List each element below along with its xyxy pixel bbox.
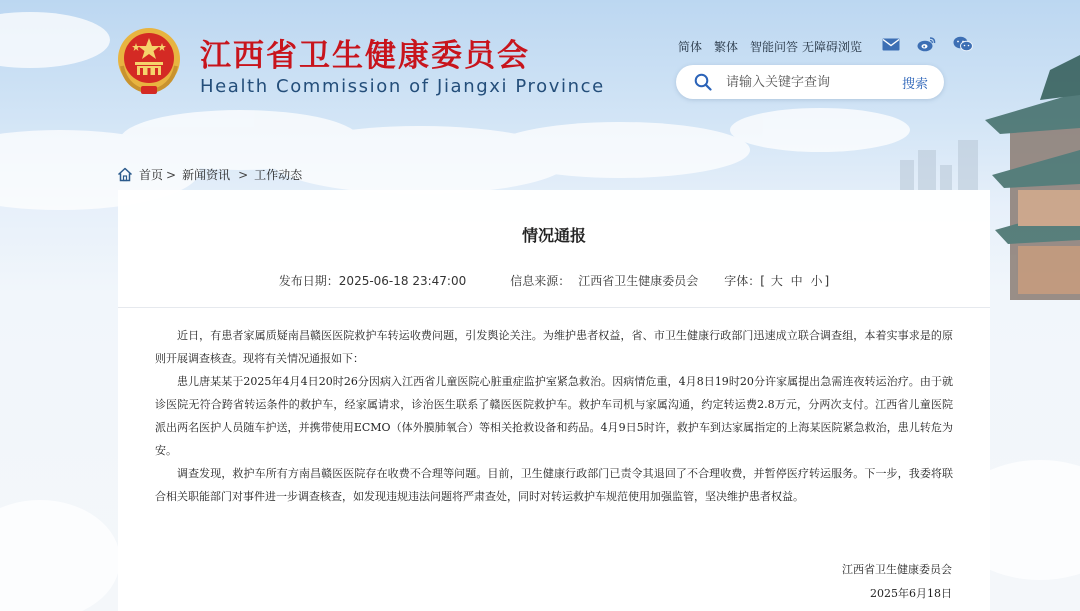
search-button[interactable]: 搜索	[901, 77, 928, 92]
link-traditional[interactable]: 繁体	[714, 40, 739, 54]
signature-date: 2025年6月18日	[870, 587, 952, 600]
link-accessibility[interactable]: 无障碍浏览	[802, 40, 863, 54]
breadcrumb-work-news[interactable]: 工作动态	[254, 168, 303, 182]
site-title: 江西省卫生健康委员会	[200, 38, 530, 74]
article-paragraph: 调查发现，救护车所有方南昌赣医医院存在收费不合理等问题。目前，卫生健康行政部门已责令其退回了不合理收费，并暂停医疗转运服务。下一步，我委将联合相关职能部门对事件进一步调查核查，如发现违规违法问题将严肃查处，同时对转运救护车规范使用加强监管，坚决维护患者权益。	[155, 467, 953, 503]
home-icon[interactable]	[117, 167, 133, 182]
font-size-large[interactable]: 大	[770, 274, 783, 288]
breadcrumb-news[interactable]: 新闻资讯	[182, 168, 231, 182]
font-size-medium[interactable]: 中	[790, 274, 803, 288]
link-simplified[interactable]: 简体	[678, 40, 703, 54]
top-links	[678, 38, 862, 55]
search-input[interactable]	[726, 73, 886, 91]
national-emblem-logo	[116, 26, 182, 96]
mail-icon[interactable]	[881, 36, 901, 52]
font-size-bracket-open: [	[760, 274, 765, 288]
search-box	[676, 65, 944, 99]
article-paragraph: 患儿唐某某于2025年4月4日20时26分因病入江西省儿童医院心脏重症监护室紧急救治。因病情危重，4月8日19时20分许家属提出急需连夜转运治疗。由于就诊医院无符合跨省转运条件的救护车，经家属请求，诊治医生联系了赣医医院救护车。救护车司机与家属沟通，约定转运费2.8万元，分两次支付。江西省儿童医院派出两名医护人员随车护送，并携带使用ECMO（体外膜肺氧合）等相关抢救设备和药品。4月9日5时许，救护车到达家属指定的上海某医院紧急救治，患儿转危为安。	[155, 375, 953, 457]
article-meta	[118, 272, 990, 289]
divider	[118, 307, 990, 308]
publish-date-label: 发布日期：	[278, 274, 339, 288]
article-title: 情况通报	[521, 226, 586, 245]
search-icon	[694, 73, 712, 91]
breadcrumb	[117, 166, 302, 183]
breadcrumb-separator: >	[166, 167, 177, 182]
font-size-small[interactable]: 小	[810, 274, 823, 288]
font-size-label: 字体：	[724, 274, 761, 288]
publish-date: 2025-06-18 23:47:00	[338, 274, 467, 288]
wechat-icon[interactable]	[953, 36, 973, 52]
signature-org: 江西省卫生健康委员会	[842, 563, 952, 576]
article-paragraph: 近日，有患者家属质疑南昌赣医医院救护车转运收费问题，引发舆论关注。为维护患者权益，省、市卫生健康行政部门迅速成立联合调查组，本着实事求是的原则开展调查核查。现将有关情况通报如下：	[155, 329, 953, 365]
signature	[842, 558, 952, 606]
site-subtitle: Health Commission of Jiangxi Province	[200, 76, 605, 97]
source-value: 江西省卫生健康委员会	[578, 274, 699, 288]
font-size-bracket-close: ]	[824, 274, 830, 288]
link-smart-qa[interactable]: 智能问答	[750, 40, 799, 54]
article-card	[118, 190, 990, 611]
weibo-icon[interactable]	[916, 36, 936, 52]
article-body	[155, 324, 953, 508]
breadcrumb-home[interactable]: 首页	[139, 168, 164, 182]
breadcrumb-separator: >	[238, 167, 249, 182]
source-label: 信息来源：	[510, 274, 571, 288]
